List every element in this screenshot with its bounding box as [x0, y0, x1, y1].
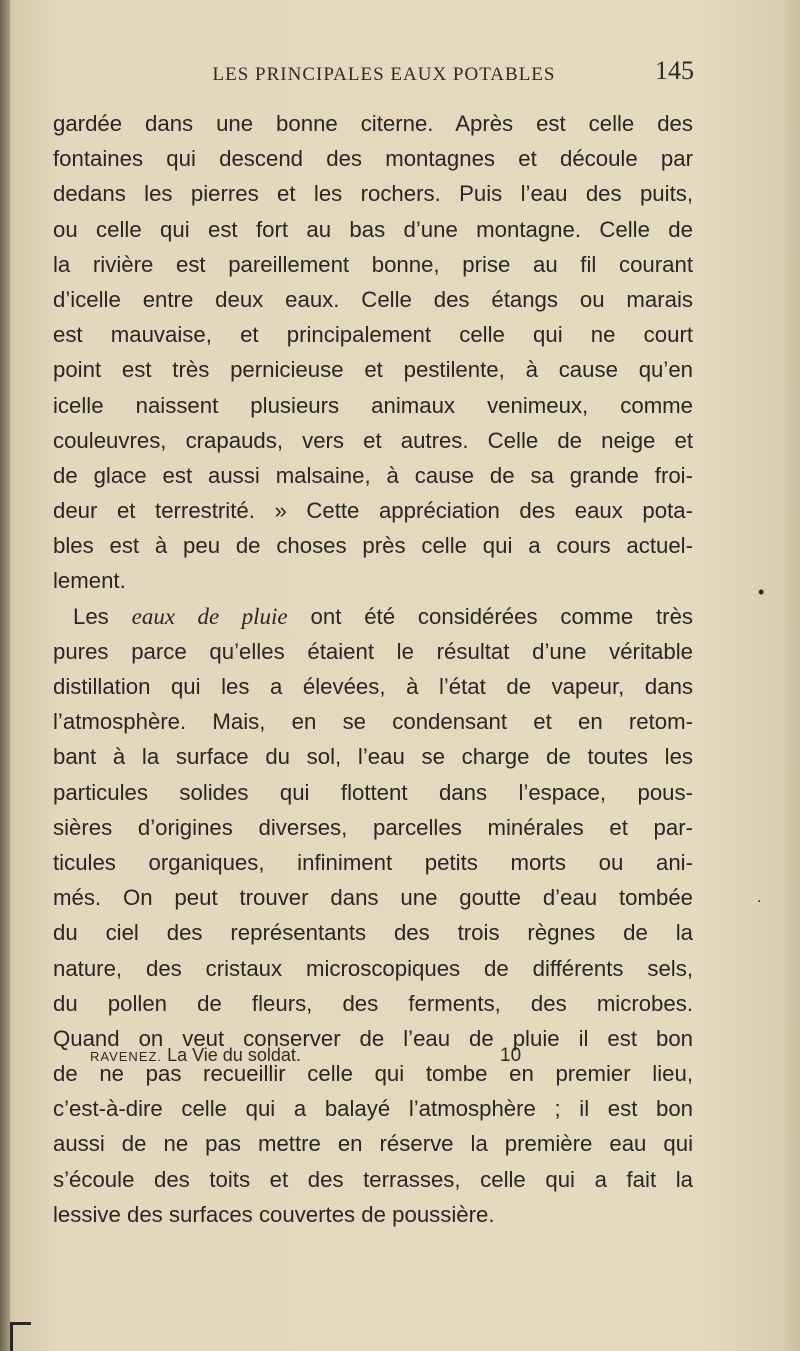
text-line: dedans les pierres et les rochers. Puis l’eau des puits, — [53, 181, 693, 207]
text-line: pures parce qu’elles étaient le résultat d’une véritable — [53, 638, 693, 664]
text-line: la rivière est pareillement bonne, prise au fil courant — [53, 251, 693, 277]
text-line: du pollen de fleurs, des ferments, des microbes. — [53, 990, 693, 1016]
text-line: point est très pernicieuse et pestilente, à cause qu’en — [53, 357, 693, 383]
text-line: deur et terrestrité. » Cette appréciation des eaux pota- — [53, 498, 693, 524]
text-line: ou celle qui est fort au bas d’une montagne. Celle de — [53, 216, 693, 242]
text-line: bant à la surface du sol, l’eau se charge de toutes les — [53, 744, 693, 770]
text-line: icelle naissent plusieurs animaux venimeux, comme — [53, 392, 693, 418]
footer-author: RAVENEZ. — [90, 1049, 163, 1064]
text-line: nature, des cristaux microscopiques de différents sels, — [53, 955, 693, 981]
margin-mark: . — [757, 889, 762, 906]
text-line: Quand on veut conserver de l’eau de pluie il est bon — [53, 1025, 693, 1051]
text-segment: Les — [73, 603, 132, 629]
text-line: lement. — [53, 568, 126, 594]
italic-term: eaux de pluie — [131, 603, 288, 629]
text-line: est mauvaise, et principalement celle qui ne court — [53, 322, 693, 348]
text-line: sières d’origines diverses, parcelles minérales et par- — [53, 814, 693, 840]
text-line: gardée dans une bonne citerne. Après est celle des — [53, 111, 693, 136]
text-line: de ne pas recueillir celle qui tombe en premier lieu, — [53, 1061, 693, 1087]
text-line: s’écoule des toits et des terrasses, celle qui a fait la — [53, 1166, 693, 1192]
footer-title: La Vie du soldat. — [167, 1045, 301, 1065]
text-line: lessive des surfaces couvertes de poussière. — [53, 1201, 495, 1227]
footer-signature — [90, 1045, 301, 1066]
text-line: ticules organiques, infiniment petits morts ou ani- — [53, 849, 693, 875]
text-line: més. On peut trouver dans une goutte d’eau tombée — [53, 885, 693, 911]
text-segment: ont été considérées comme très — [287, 603, 694, 629]
text-line: particules solides qui flottent dans l’espace, pous- — [53, 779, 693, 805]
signature-mark: 10 — [500, 1045, 522, 1066]
text-line: fontaines qui descend des montagnes et découle par — [53, 146, 693, 172]
paragraph-start-line — [53, 599, 693, 634]
text-line: du ciel des représentants des trois règnes de la — [53, 920, 693, 946]
text-line: couleuvres, crapauds, vers et autres. Celle de neige et — [53, 427, 693, 453]
crop-corner-mark — [10, 1322, 31, 1351]
text-line: aussi de ne pas mettre en réserve la première eau qui — [53, 1131, 693, 1157]
text-line: distillation qui les a élevées, à l’état de vapeur, dans — [53, 674, 693, 699]
text-line: c’est-à-dire celle qui a balayé l’atmosphère ; il est bon — [53, 1096, 693, 1122]
running-head: LES PRINCIPALES EAUX POTABLES — [212, 64, 556, 85]
text-line: de glace est aussi malsaine, à cause de sa grande froi- — [53, 462, 693, 488]
text-line: d’icelle entre deux eaux. Celle des étangs ou marais — [53, 286, 693, 312]
text-line: bles est à peu de choses près celle qui a cours actuel- — [53, 533, 693, 559]
page-number: 145 — [655, 56, 694, 85]
page-header — [84, 56, 716, 100]
spine-shadow — [0, 0, 10, 1351]
margin-mark: • — [758, 582, 765, 602]
text-line: l’atmosphère. Mais, en se condensant et en retom- — [53, 709, 693, 735]
